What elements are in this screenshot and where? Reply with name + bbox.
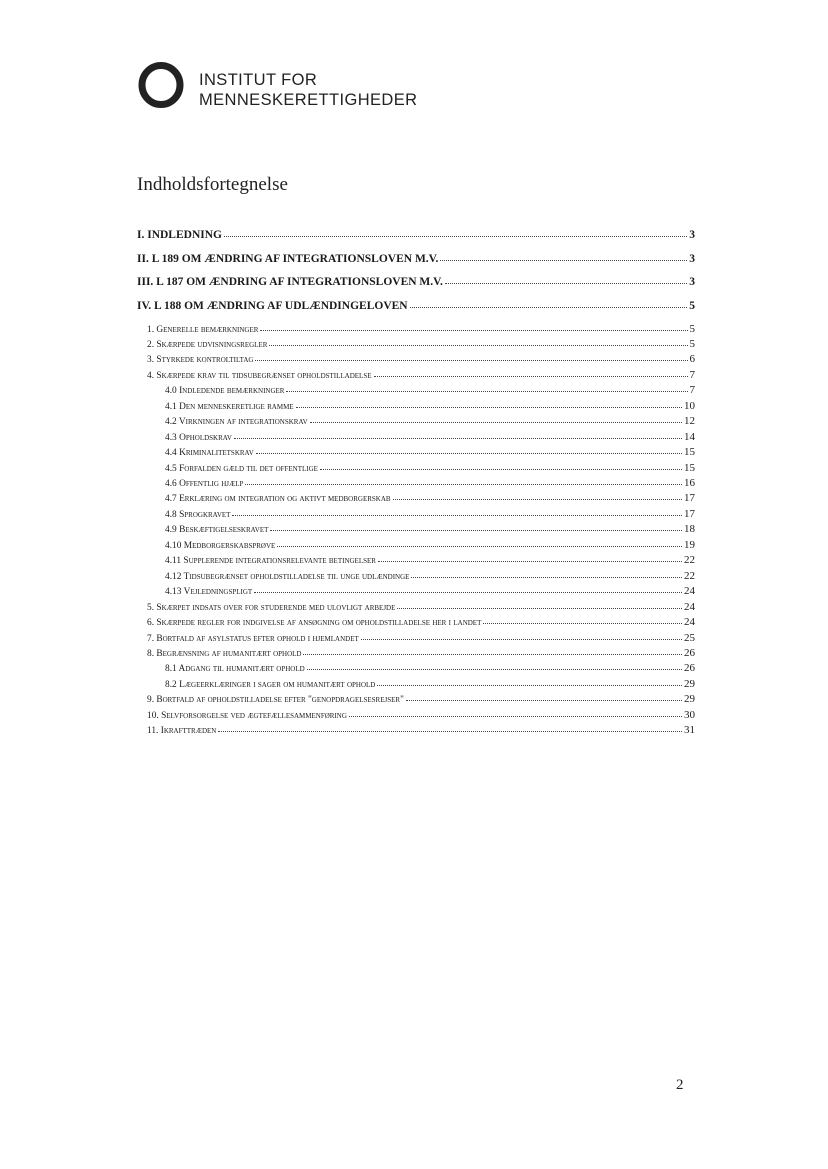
toc-leader-dots	[303, 654, 682, 655]
toc-entry-page: 14	[684, 430, 695, 443]
toc-leader-dots	[445, 283, 687, 284]
toc-entry-page: 30	[684, 708, 695, 721]
toc-entry	[147, 693, 695, 705]
toc-entry-label: 8. Begrænsning af humanitært ophold	[147, 648, 302, 659]
toc-entry-page: 24	[684, 585, 695, 598]
toc-entry	[137, 276, 695, 288]
toc-entry-label: 11. Ikrafttræden	[147, 726, 217, 737]
toc-entry-page: 3	[689, 229, 695, 241]
toc-entry	[147, 338, 695, 350]
toc-entry-label: 4.8 Sprogkravet	[165, 509, 231, 520]
toc-entry-page: 17	[684, 507, 695, 520]
toc-leader-dots	[286, 391, 687, 392]
toc-leader-dots	[361, 639, 682, 640]
toc-leader-dots	[349, 716, 682, 717]
toc-leader-dots	[374, 376, 688, 377]
toc-leader-dots	[397, 608, 682, 609]
toc-leader-dots	[406, 700, 682, 701]
toc-leader-dots	[296, 407, 682, 408]
toc-entry-page: 19	[684, 538, 695, 551]
toc-leader-dots	[377, 685, 682, 686]
toc-entry	[165, 585, 695, 597]
toc-entry-label: 10. Selvforsorgelse ved ægtefællesammenføring	[147, 710, 347, 721]
toc-entry-page: 5	[689, 337, 695, 350]
toc-entry	[147, 323, 695, 335]
toc-entry-page: 3	[689, 276, 695, 288]
logo-line-2: MENNESKERETTIGHEDER	[199, 91, 418, 109]
toc-leader-dots	[483, 623, 682, 624]
toc-entry-page: 24	[684, 616, 695, 629]
toc-entry-label: 4.1 Den menneskeretlige ramme	[165, 401, 294, 412]
toc-entry	[165, 415, 695, 427]
toc-entry-page: 5	[689, 299, 695, 312]
logo-line-1: INSTITUT FOR	[199, 71, 318, 89]
toc-entry-label: IV. L 188 OM ÆNDRING AF UDLÆNDINGELOVEN	[137, 299, 408, 312]
toc-entry-label: 4.6 Offentlig hjælp	[165, 479, 244, 489]
toc-leader-dots	[254, 592, 682, 593]
toc-entry	[165, 678, 695, 690]
toc-leader-dots	[269, 345, 687, 346]
toc-leader-dots	[307, 669, 682, 670]
toc-entry-label: 4.13 Vejledningspligt	[165, 587, 253, 598]
toc-leader-dots	[256, 453, 682, 454]
toc-entry-page: 12	[684, 415, 695, 428]
toc-entry-label: 4.4 Kriminalitetskrav	[165, 448, 254, 459]
toc-entry-label: II. L 189 OM ÆNDRING AF INTEGRATIONSLOVEN M.V.	[137, 252, 439, 265]
toc-entry-page: 15	[684, 461, 695, 474]
toc-entry-label: I. INDLEDNING	[137, 229, 222, 241]
toc-entry	[165, 400, 695, 412]
toc-entry	[137, 253, 695, 265]
toc-entry	[165, 554, 695, 566]
toc-entry-label: 4. Skærpede krav til tidsubegrænset opholdstilladelse	[147, 370, 372, 381]
toc-entry	[147, 632, 695, 644]
toc-entry-label: 8.2 Lægeerklæringer i sager om humanitært ophold	[165, 679, 376, 690]
toc-entry-page: 6	[689, 353, 695, 366]
toc-entry-label: 4.0 Indledende bemærkninger	[165, 386, 285, 397]
toc-entry	[147, 647, 695, 659]
toc-entry	[165, 477, 695, 489]
toc-leader-dots	[260, 330, 687, 331]
toc-entry	[165, 539, 695, 551]
toc-leader-dots	[320, 469, 682, 470]
toc-leader-dots	[393, 499, 682, 500]
toc-entry-label: 5. Skærpet indsats over for studerende med ulovligt arbejde	[147, 602, 396, 613]
toc-entry	[147, 724, 695, 736]
toc-entry-label: 4.12 Tidsubegrænset opholdstilladelse til unge udlændinge	[165, 571, 410, 582]
toc-entry	[165, 492, 695, 504]
toc-entry	[165, 462, 695, 474]
toc-leader-dots	[255, 360, 687, 361]
toc-leader-dots	[270, 530, 682, 531]
toc-entry-label: 9. Bortfald af opholdstilladelse efter "genopdragelsesrejser"	[147, 695, 404, 706]
toc-entry	[165, 431, 695, 443]
toc-entry	[165, 523, 695, 535]
toc-entry-label: III. L 187 OM ÆNDRING AF INTEGRATIONSLOVEN M.V.	[137, 276, 443, 288]
toc-leader-dots	[411, 577, 682, 578]
toc-entry	[147, 601, 695, 613]
toc-entry	[165, 570, 695, 582]
toc-entry	[165, 446, 695, 458]
toc-entry-label: 1. Generelle bemærkninger	[147, 324, 259, 335]
toc-entry	[147, 616, 695, 628]
toc-leader-dots	[232, 515, 682, 516]
toc-entry-page: 7	[689, 384, 695, 397]
toc-entry-label: 7. Bortfald af asylstatus efter ophold i hjemlandet	[147, 633, 359, 644]
toc-entry-page: 16	[684, 477, 695, 489]
toc-entry	[147, 369, 695, 381]
toc-entry-page: 10	[684, 399, 695, 412]
toc-leader-dots	[277, 546, 682, 547]
toc-leader-dots	[440, 260, 687, 261]
toc-entry-page: 5	[689, 322, 695, 335]
toc-entry	[165, 508, 695, 520]
toc-entry-label: 6. Skærpede regler for indgivelse af ansøgning om opholdstilladelse her i landet	[147, 618, 482, 629]
toc-leader-dots	[234, 438, 682, 439]
toc-entry-page: 26	[684, 646, 695, 659]
toc-entry-label: 4.2 Virkningen af integrationskrav	[165, 417, 308, 428]
toc-leader-dots	[245, 484, 682, 485]
toc-entry-page: 3	[689, 252, 695, 265]
toc-entry-page: 29	[684, 693, 695, 706]
toc-leader-dots	[410, 307, 688, 308]
toc-entry-page: 22	[684, 569, 695, 582]
toc-entry	[165, 384, 695, 396]
toc-entry-label: 2. Skærpede udvisningsregler	[147, 339, 268, 350]
toc-entry-label: 4.3 Opholdskrav	[165, 432, 232, 443]
toc-entry-page: 15	[684, 446, 695, 459]
toc-entry-label: 4.5 Forfalden gæld til det offentlige	[165, 463, 318, 474]
toc-entry-label: 8.1 Adgang til humanitært ophold	[165, 664, 305, 675]
toc-entry-label: 4.7 Erklæring om integration og aktivt medborgerskab	[165, 494, 391, 505]
toc-entry-page: 24	[684, 600, 695, 613]
toc-entry-page: 18	[684, 523, 695, 536]
toc-leader-dots	[378, 561, 682, 562]
toc-entry-label: 3. Styrkede kontroltiltag	[147, 355, 254, 366]
toc-entry	[137, 229, 695, 241]
toc-entry-page: 22	[684, 554, 695, 567]
toc-entry-page: 26	[684, 662, 695, 675]
toc-entry	[137, 300, 695, 312]
toc-entry-page: 25	[684, 631, 695, 644]
toc-entry-label: 4.10 Medborgerskabsprøve	[165, 540, 276, 551]
toc-entry-page: 31	[684, 724, 695, 737]
toc-leader-dots	[310, 422, 682, 423]
toc-leader-dots	[224, 236, 687, 237]
toc-entry-page: 17	[684, 492, 695, 505]
toc-entry	[165, 662, 695, 674]
page-number: 2	[676, 1077, 684, 1093]
toc-entry-page: 29	[684, 677, 695, 690]
page-title: Indholdsfortegnelse	[137, 174, 288, 195]
toc-entry-label: 4.11 Supplerende integrationsrelevante betingelser	[165, 556, 376, 567]
toc-entry	[147, 709, 695, 721]
toc-entry-page: 7	[689, 368, 695, 381]
toc-entry	[147, 353, 695, 365]
toc-entry-label: 4.9 Beskæftigelseskravet	[165, 525, 269, 536]
toc-leader-dots	[218, 731, 682, 732]
